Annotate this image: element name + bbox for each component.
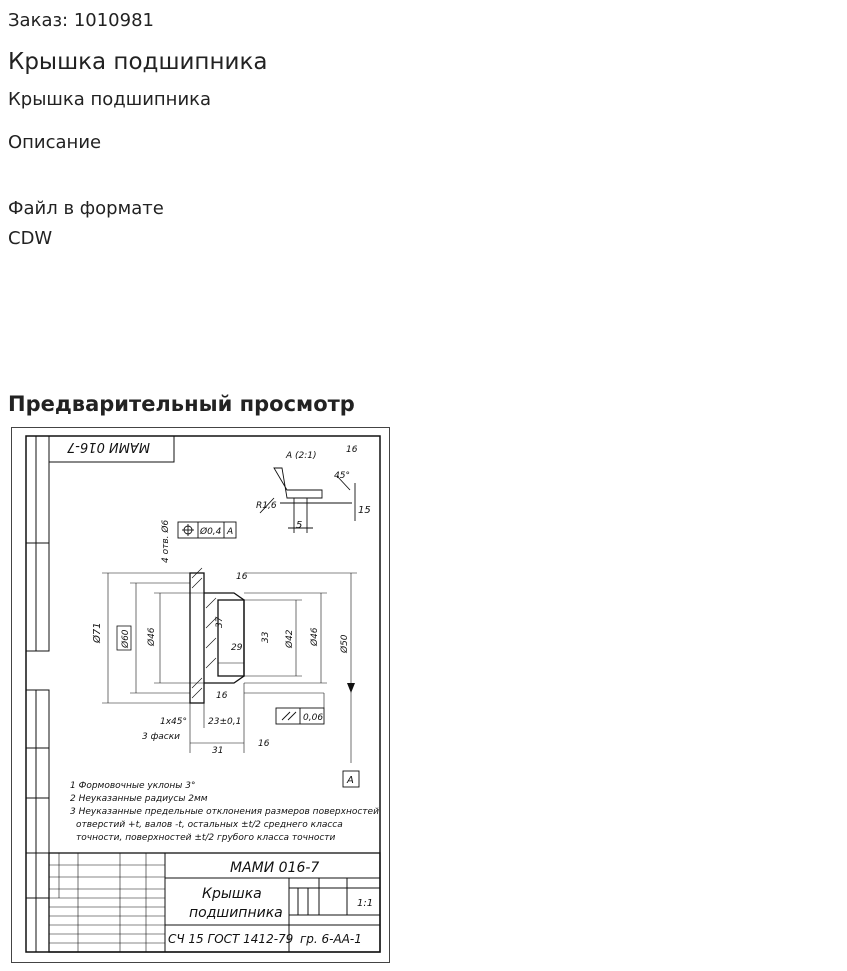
dim-71: Ø71 <box>92 622 103 643</box>
dim-5: 5 <box>296 520 303 531</box>
rough-1: 16 <box>236 572 248 582</box>
description-heading: Описание <box>8 132 102 153</box>
rough-3: 16 <box>258 739 270 749</box>
product-subtitle: Крышка подшипника <box>8 89 212 110</box>
drawing-code-main: МАМИ 016-7 <box>230 860 320 876</box>
dim-chamfer-note: 3 фаски <box>142 732 181 742</box>
dim-50: Ø50 <box>340 634 350 653</box>
rough-4: 16 <box>346 445 358 455</box>
note-3: 3 Неуказанные предельные отклонения размеров поверхностей <box>70 807 379 817</box>
technical-drawing <box>12 428 389 962</box>
dim-46b: Ø46 <box>310 627 320 646</box>
part-name-2: подшипника <box>189 905 283 921</box>
dim-r16: R1,6 <box>256 501 277 511</box>
note-2: 2 Неуказанные радиусы 2мм <box>70 794 208 804</box>
dim-46: Ø46 <box>147 627 157 646</box>
group: гр. 6-АА-1 <box>300 932 362 946</box>
note-1: 1 Формовочные уклоны 3° <box>70 781 196 791</box>
dim-31: 31 <box>212 746 224 756</box>
rough-2: 16 <box>216 691 228 701</box>
detail-label: А (2:1) <box>286 451 317 461</box>
dim-datum-ref: А <box>227 527 234 537</box>
dim-60: Ø60 <box>121 629 131 648</box>
order-number: Заказ: 1010981 <box>8 10 154 31</box>
dim-angle: 45° <box>334 471 350 481</box>
part-name-1: Крышка <box>202 886 262 902</box>
preview-heading: Предварительный просмотр <box>8 392 355 416</box>
dim-holes: 4 отв. Ø6 <box>161 519 171 563</box>
dim-29: 29 <box>231 643 243 653</box>
drawing-code-top: МАМИ 016-7 <box>67 439 150 454</box>
dim-23: 23±0,1 <box>208 717 242 727</box>
dim-42: Ø42 <box>285 629 295 648</box>
note-4: отверстий +t, валов -t, остальных ±t/2 среднего класса <box>76 820 343 830</box>
drawing-preview[interactable] <box>11 427 390 963</box>
product-title: Крышка подшипника <box>8 49 268 75</box>
note-5: точности, поверхностей ±t/2 грубого класса точности <box>76 833 336 843</box>
dim-runout: 0,06 <box>303 713 324 723</box>
file-format-text: Файл в формате CDW <box>8 198 164 249</box>
datum-box: А <box>347 775 354 786</box>
dim-chamfer: 1х45° <box>160 717 188 727</box>
scale: 1:1 <box>357 898 374 909</box>
dim-33: 33 <box>261 631 271 643</box>
material: СЧ 15 ГОСТ 1412-79 <box>168 932 294 946</box>
dim-pos-tol: Ø0,4 <box>200 527 222 537</box>
dim-15: 15 <box>358 505 371 516</box>
dim-37: 37 <box>215 616 225 628</box>
